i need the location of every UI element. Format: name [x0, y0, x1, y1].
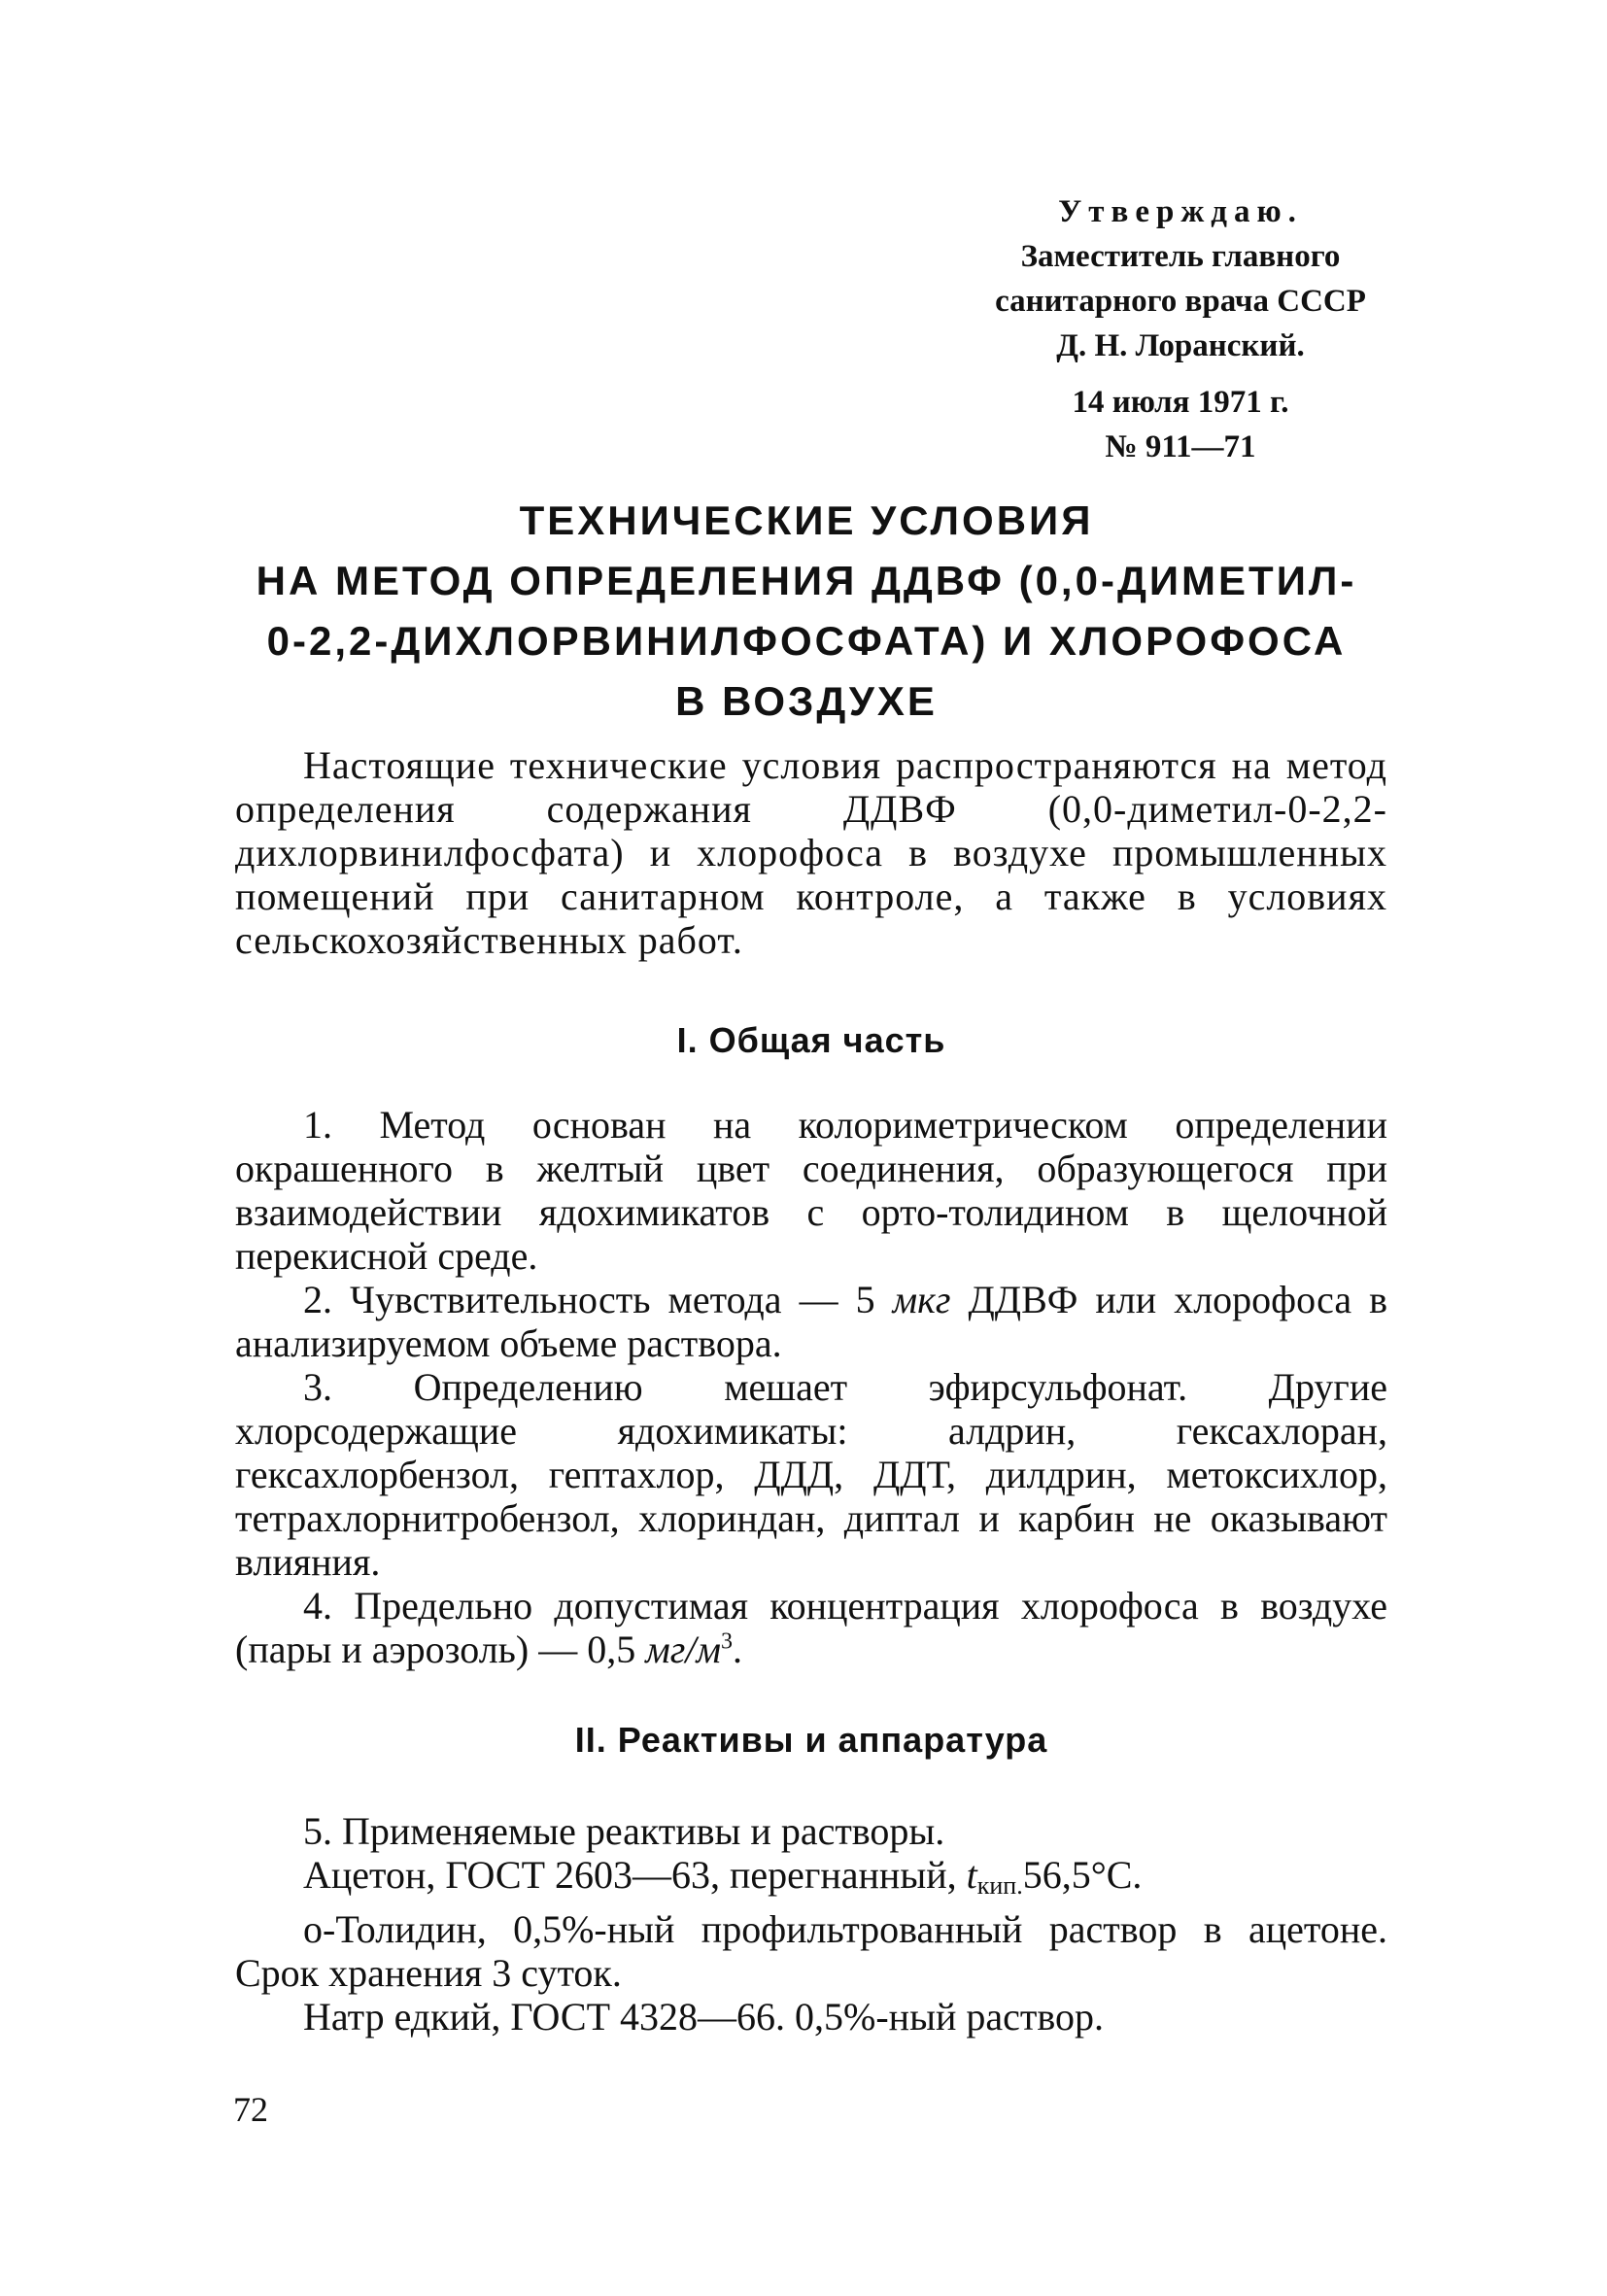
- item-5: 5. Применяемые реактивы и растворы.: [303, 1809, 945, 1853]
- acetone-subscript: кип.: [976, 1871, 1023, 1900]
- acetone-temp: 56,5°С.: [1022, 1853, 1143, 1897]
- approval-number: № 911—71: [1105, 429, 1256, 464]
- title-line-2: НА МЕТОД ОПРЕДЕЛЕНИЯ ДДВФ (0,0-ДИМЕТИЛ-: [256, 558, 1357, 603]
- natr-line: Натр едкий, ГОСТ 4328—66. 0,5%-ный раствор.: [303, 1995, 1104, 2039]
- section-heading-general: I. Общая часть: [676, 1020, 946, 1060]
- acetone-text: Ацетон, ГОСТ 2603—63, перегнанный,: [303, 1853, 967, 1897]
- section-reagents-body: [235, 1809, 1387, 2039]
- item-1: 1. Метод основан на колориметрическом определении окрашенного в желтый цвет соединения, образующегося при взаимодействии ядохимикатов с орто-толидином в щелочной перекисной среде.: [235, 1103, 1387, 1278]
- item-2: [235, 1278, 1387, 1365]
- item-2-text: 2. Чувствительность метода — 5: [303, 1278, 893, 1321]
- approval-signatory: Д. Н. Лоранский.: [1056, 328, 1305, 363]
- item-2-text-end: ДДВФ или хлорофоса в анализируемом объеме раствора.: [235, 1278, 1387, 1365]
- item-4-superscript: 3: [721, 1628, 734, 1655]
- page-number: 72: [233, 2090, 268, 2129]
- intro-paragraph: Настоящие технические условия распространяются на метод определения содержания ДДВФ (0,0-диметил-0-2,2-дихлорвинилфосфата) и хлорофоса в воздухе промышленных помещений при санитарном контроле, а также в условиях сельскохозяйственных работ.: [235, 743, 1387, 962]
- approval-date: 14 июля 1971 г.: [1072, 385, 1289, 420]
- approval-heading: Утверждаю.: [1058, 194, 1303, 229]
- approval-position: Заместитель главного: [1020, 239, 1341, 274]
- title-line-1: ТЕХНИЧЕСКИЕ УСЛОВИЯ: [519, 497, 1094, 543]
- section-heading-reagents: II. Реактивы и аппаратура: [574, 1720, 1048, 1760]
- acetone-line: [235, 1853, 1387, 1907]
- item-2-unit: мкг: [892, 1278, 951, 1321]
- item-4-text-end: .: [733, 1628, 743, 1671]
- title-line-4: В ВОЗДУХЕ: [675, 678, 938, 724]
- approval-position-cont: санитарного врача СССР: [995, 284, 1366, 319]
- tolidine-line: о-Толидин, 0,5%-ный профильтрованный раствор в ацетоне. Срок хранения 3 суток.: [235, 1907, 1387, 1995]
- item-4: [235, 1584, 1387, 1671]
- acetone-temp-symbol: t: [966, 1853, 977, 1897]
- section-general-body: [235, 1103, 1387, 1671]
- item-4-text: 4. Предельно допустимая концентрация хлорофоса в воздухе (пары и аэрозоль) — 0,5: [235, 1584, 1387, 1671]
- title-line-3: 0-2,2-ДИХЛОРВИНИЛФОСФАТА) И ХЛОРОФОСА: [266, 618, 1347, 664]
- document-title: [223, 491, 1389, 732]
- approval-block: [952, 189, 1409, 469]
- intro-paragraph-block: [235, 743, 1387, 962]
- item-4-unit: мг/м: [645, 1628, 722, 1671]
- item-3: 3. Определению мешает эфирсульфонат. Другие хлорсодержащие ядохимикаты: алдрин, гексахлоран, гексахлорбензол, гептахлор, ДДД, ДДТ, дилдрин, метоксихлор, тетрахлорнитробензол, хлориндан, диптал и карбин не оказывают влияния.: [235, 1365, 1387, 1584]
